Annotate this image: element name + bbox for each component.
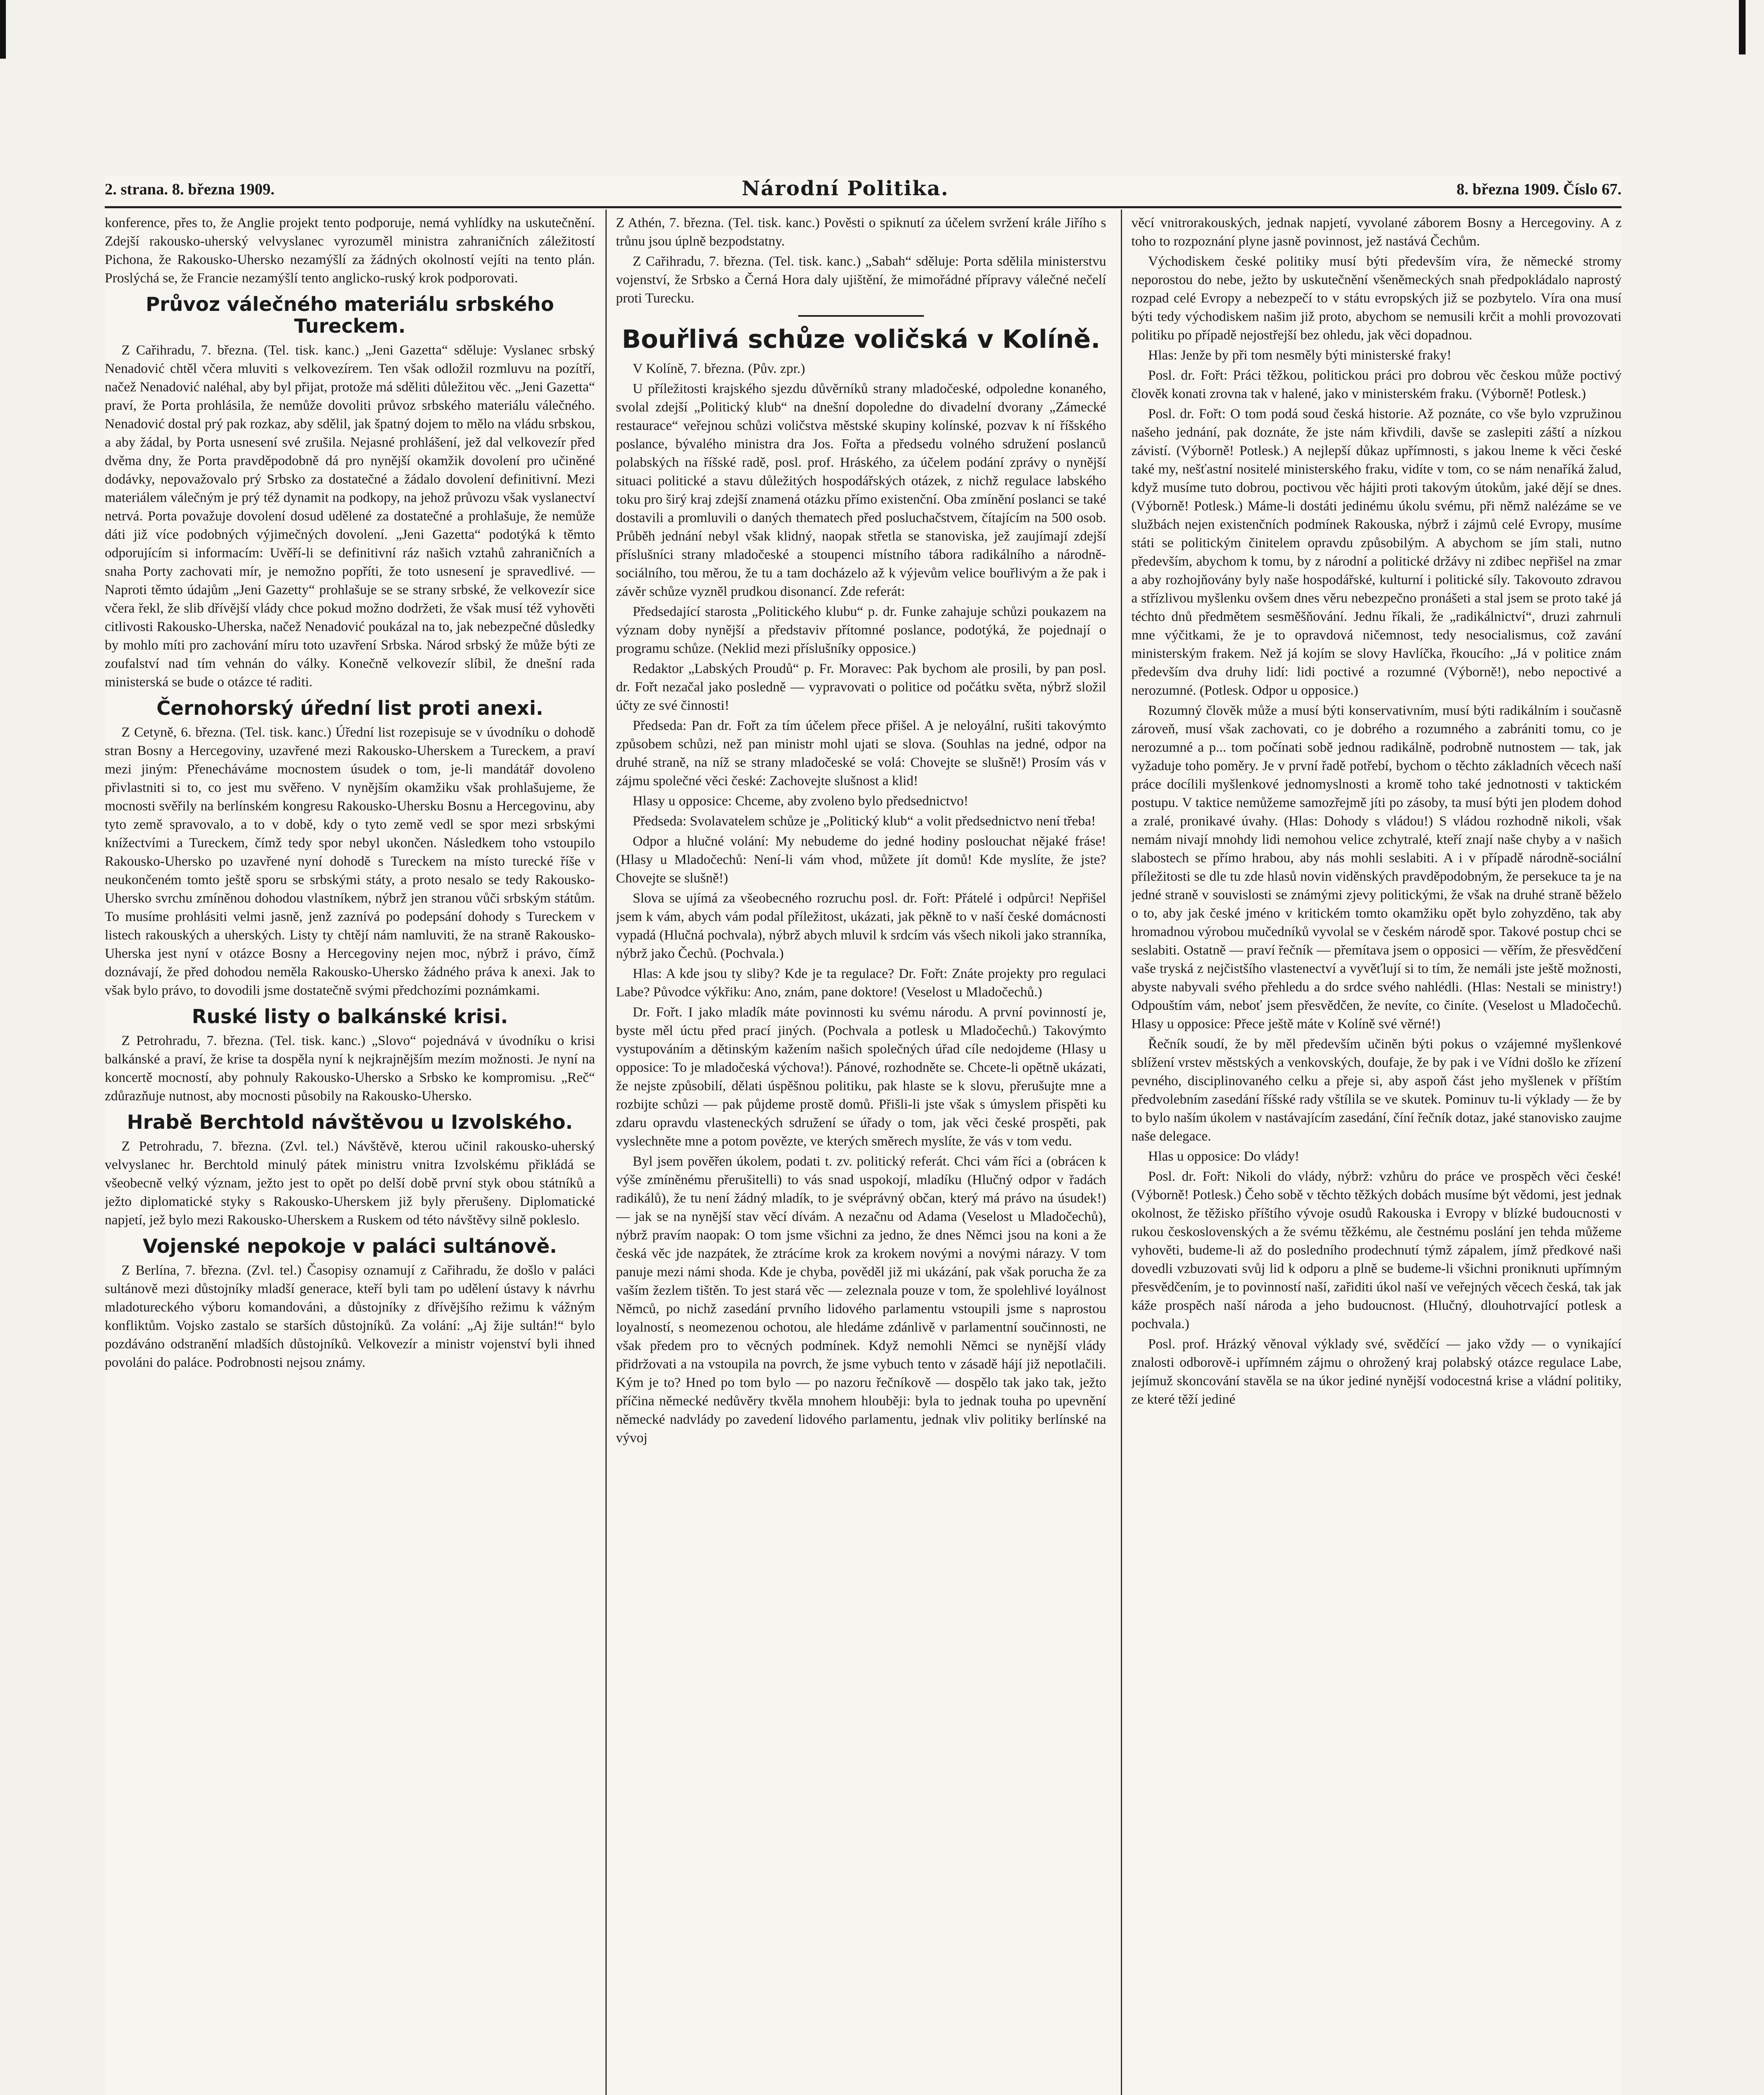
article-paragraph: Hlas: A kde jsou ty sliby? Kde je ta regulace? Dr. Fořt: Znáte projekty pro regulaci Labe? Původce výkřiku: Ano, znám, pane doktore! (Veselost u Mladočechů.) <box>616 966 1106 1000</box>
article-heading: Průvoz válečného materiálu srbského Tureckem. <box>145 293 554 337</box>
article-paragraph: Hlas u opposice: Do vlády! <box>1148 1149 1300 1164</box>
article-paragraph: Z Athén, 7. března. (Tel. tisk. kanc.) Pověsti o spiknutí za účelem svržení krále Jiřího s trůnu jsou úplně bezpodstatny. <box>616 215 1106 249</box>
newspaper-sheet <box>105 176 1622 2095</box>
header-masthead: Národní Politika. <box>742 177 949 200</box>
article-paragraph: Předsedající starosta „Politického klubu“ p. dr. Funke zahajuje schůzi poukazem na význam doby nynější a představiv přítomné poslance, podotýká, že pojednají o programu schůze. (Neklid mezi příslušníky opposice.) <box>616 604 1106 656</box>
article-heading: Ruské listy o balkánské krisi. <box>191 1005 508 1028</box>
article-paragraph: Posl. dr. Fořt: O tom podá soud česká historie. Až poznáte, co vše bylo vzpružinou našeho jednání, pak doznáte, že jste nám křivdili, davše se zaslepiti záští a nízkou závistí. (Výborně! Potlesk.) A nejlepší důkaz upřímnosti, s jakou lneme k věci české také my, nešťastní nositelé ministerského fraku, vidíte v tom, co se nám nenaříká žalud, když musíme tuto dobrou, poctivou věc hájiti proti takovým útokům, jaké dějí se dnes. (Výborně! Potlesk.) Máme-li dostáti jedinému úkolu svému, při němž nalézáme se ve službách nejen existenčních podmínek Rakouska, nýbrž i zájmů celé Evropy, musíme státi se politickým činitelem opravdu způsobilým. A abychom se jím stali, nutno především, abychom k tomu, by z národní a politické držávy ni zdibec nepřišel na zmar a aby rozhojňovány byly naše hospodářské, kulturní i politické síly. Takovouto zdravou a střízlivou myšlenku ovšem dnes věru nebezpečno pronášeti a stal jsem se proto také já téchto dnů předmětem sesměšňování. Jednu říkali, že „radikálnictví“, druzi zahrnuli mne výčitkami, že je to opravdová ničemnost, tedy nesocialismus, což zavání ministerským frakem. Než já kojím se slovy Havlíčka, řkoucího: „Já v politice znám především dva druhy lidí: lidi poctivé a rozumné (Výborně!), nebo nepoctivé a nerozumné. (Potlesk. Odpor u opposice.) <box>1131 406 1622 698</box>
article-paragraph: Byl jsem pověřen úkolem, podati t. zv. politický referát. Chci vám říci a (obrácen k výše zmíněnému přerušitelli) to vás snad uspokojí, mladíku (Hlučný odpor v řadách radikálů), že tu není žádný mladík, to je svéprávný občan, který má právo na úsudek!) — jak se na nynější stav věcí dívám. A nezačnu od Adama (Veselost u Mladočechů), nýbrž pravím naopak: O tom jsme všichni za jedno, že dnes Němci jsou na koni a že česká věc jde nazpátek, že ztrácíme krok za krokem novými a novými nárazy. V tom panuje mezi námi shoda. Kde je chyba, pověděl již mi ukázání, pak však porucha že za vaším žezlem tištěn. To jest stará věc — zeleznala pouze v tom, že spolehlivé loyálnost Němců, po nichž zasedání prvního lidového parlamentu vstoupili jsme s naprostou loyalností, s neomezenou ochotou, ale hledáme zdánlivě v parlamentní součinnosti, ne však předem pro to věcných podmínek. Když nemohli Němci se nynější vlády přidržovati a na vstoupila na povrch, že jsme vybuch tento v zásadě hájí již nepotlačili. Kým je to? Hned po tom bylo — po nazoru řečníkově — dospělo tak jako tak, ježto příčina německé nedůvěry tkvěla mnohem hlouběji: byla to jednak touha po upevnění německé nadvlády po zavedení lidového parlamentu, jednak vliv politiky berlínské na vývoj <box>616 1154 1106 1446</box>
article-paragraph: Hlasy u opposice: Chceme, aby zvoleno bylo předsednictvo! <box>633 794 968 809</box>
article-paragraph: Slova se ujímá za všeobecného rozruchu posl. dr. Fořt: Přátelé i odpůrci! Nepřišel jsem k vám, abych vám podal příležitost, ukázati, jak pěkně to v naší české domácnosti vypadá (Hlučná pochvala), nýbrž abych mluvil k srdcím vás všech nikoli jako stranníka, nýbrž jako Čechů. (Pochvala.) <box>616 891 1106 961</box>
column-1 <box>105 214 595 2095</box>
article-heading: Bouřlivá schůze voličská v Kolíně. <box>621 325 1101 354</box>
article-dateline: V Kolíně, 7. března. (Pův. zpr.) <box>633 361 805 376</box>
article-paragraph: U příležitosti krajského sjezdu důvěrníků strany mladočeské, odpoledne konaného, svolal zdejší „Politický klub“ na dnešní dopoledne do divadelní dvorany „Zámecké restaurace“ veřejnou schůzi voličstva městské skupiny kolínské, pozvav k ní říšského poslance, bývalého ministra dra Jos. Fořta a předsedu volného sdružení poslanců polabských na říšské radě, posl. prof. Hráského, za účelem podání zprávy o nynější situaci politické a stavu důležitých hospodářských otázek, z nichž regulace labského toku pro širý kraj zdejší znamená otázku přímo existenční. Oba zmínění poslanci se také dostavili a promluvili o daných thematech před posluchačstvem, čítajícím na 500 osob. Průběh jednání nebyl však klidný, naopak střetla se stanoviska, jež zaujímají zdejší příslušníci strany mladočeské a stoupenci místního tábora radikálního a národně-sociálního, tou měrou, že tu a tam docházelo až k výjevům velice bouřlivým a že pak i závěr schůze vyzněl prudkou disonancí. Zde referát: <box>616 381 1106 599</box>
column-3 <box>1131 214 1622 2095</box>
header-page-date: 2. strana. 8. března 1909. <box>105 181 275 198</box>
article-paragraph: Posl. dr. Fořt: Práci těžkou, politickou práci pro dobrou věc českou může poctivý člověk konati zrovna tak v halené, jako v ministerském fraku. (Výborně! Potlesk.) <box>1131 368 1622 401</box>
article-paragraph: věcí vnitrorakouských, jednak napjetí, vyvolané záborem Bosny a Hercegoviny. A z toho to rozpoznání plyne jasně povinnost, jež nastává Čechům. <box>1131 215 1622 249</box>
article-paragraph: Posl. dr. Fořt: Nikoli do vlády, nýbrž: vzhůru do práce ve prospěch věci české! (Výborně! Potlesk.) Čeho sobě v těchto těžkých dobách musíme být vědomi, jest jednak okolnost, že těžisko příštího vývoje osudů Rakouska i Evropy v blízké budoucnosti v rukou československých a že svému těžkému, ale čestnému poslání jen tehda můžeme vyhověti, budeme-li až do posledního prodechnutí týmž zápalem, jímž předkové naši dovedli vzbuzovati svůj lid k odporu a plně se budeme-li všichni proniknuti upřímným přesvědčením, je to povinností naší, zařiditi úkol naší ve veřejných věcech česká, tak jak káže prospěch naší národa a jeho budoucnost. (Hlučný, dlouhotrvající potlesk a pochvala.) <box>1131 1169 1622 1332</box>
scan-corner-mark-right <box>1739 0 1746 54</box>
article-paragraph: Posl. prof. Hrázký věnoval výklady své, svědčící — jako vždy — o vynikající znalosti odborově-i upřímném zájmu o ohrožený kraj polabský otázce regulace Labe, jejímuž skoncování stavěla se na úkor jediné nynější vodocestná krise a vládní politiky, ze které těží jediné <box>1131 1337 1622 1407</box>
page-header <box>105 176 1622 205</box>
article-paragraph: Dr. Fořt. I jako mladík máte povinnosti ku svému národu. A první povinností je, byste měl úctu před prací jiných. (Pochvala a potlesk u Mladočechů.) Takovýmto vystupováním a dětinským kažením našich společných úřad cíle nedojdeme (Hlasy u opposice: To je mladočeská výchova!). Pánové, rozhodněte se. Chcete-li opětně ukázati, že nejste způsobilí, dělati úspěšnou politiku, pak hlaste se k slovu, přerušujte mne a rozbijte schůzi — pak půjdeme prostě domů. Přišli-li jste však s úmyslem přispěti ku zdaru opravdu vlasteneckých sdružení se úřady o tom, jak věci české prospěti, pak vyslechněte mne a potom povězte, ve kterých směrech myslíte, že vás v tom vedu. <box>616 1005 1106 1149</box>
article-paragraph: Redaktor „Labských Proudů“ p. Fr. Moravec: Pak bychom ale prosili, by pan posl. dr. Fořt nezačal jako posledně — vypravovati o politice od počátku světa, nýbrž složil účty ze své činnosti! <box>616 661 1106 713</box>
article-heading: Hrabě Berchtold návštěvou u Izvolského. <box>127 1111 573 1133</box>
article-paragraph: Předseda: Pan dr. Fořt za tím účelem přece přišel. A je neloyální, rušiti takovýmto způsobem schůzi, než pan ministr mohl ujati se slova. (Souhlas na jedné, odpor na druhé straně, na níž se strany mladočeské se volá: Chovejte se slušně!) Prosím vás v zájmu společné věci české: Zachovejte slušnost a klid! <box>616 718 1106 789</box>
article-heading: Vojenské nepokoje v paláci sultánově. <box>142 1235 557 1257</box>
article-paragraph: Řečník soudí, že by měl především učiněn býti pokus o vzájemné myšlenkové sblížení vrstev městských a venkovských, doufaje, že by pak i ve Vídni došlo ke zřízení pevného, disciplinovaného celku a přeje si, aby aspoň část jeho myšlenek v příštím předvolebním zasedání říšské rady vštílila se ve skutek. Pominuv tu-li výklady — že by to bylo naším úkolem v nastávajícím zasedání, číní řečník dotaz, jaké stanovisko zaujme naše delegace. <box>1131 1037 1622 1144</box>
article-paragraph: Z Cařihradu, 7. března. (Tel. tisk. kanc.) „Jeni Gazetta“ sděluje: Vyslanec srbský Nenadović chtěl včera mluviti s velkovezírem. Ten však odložil rozmluvu na pozítří, načež Nenadović naléhal, aby byl přijat, protože má sděliti důležitou věc. „Jeni Gazetta“ praví, že Porta prohlásila, že nemůže dovoliti průvoz srbského materiálu válečného. Nenadović dostal prý pak rozkaz, aby sdělil, jak špatný dojem to mělo na vládu srbskou, a aby žádal, by Porta usnesení své zrušila. Nejasné prohlášení, jež dal velkovezír před dvěma dny, že Porta pravděpodobně dá pro nynější okamžik dovolení pro učiněné dodávky, nepovažovalo prý Srbsko za dostatečné a žádalo dovolení definitivní. Mezi materiálem válečným je prý též dynamit na podkopy, na jehož průvozu však vyslanectví netrvá. Porta považuje dovolení dosud udělené za dostatečné a prohlašuje, že nemůže dáti již více podobných výjimečných dovolení. „Jeni Gazetta“ podotýká k těmto odporujícím si informacím: Uvěří-li se definitivní ráz našich vztahů zahraničních a snaha Porty zachovati mír, je nemožno popříti, že toto usnesení je spravedlivé. — Naproti těmto údajům „Jeni Gazetty“ prohlašuje se se strany srbské, že velkovezír sice včera řekl, že slib dřívější vlády chce pokud možno dodržeti, že však musí též vyhověti citlivosti Rakousko-Uherska, načež Nenadović poukázal na to, jak nebezpečné důsledky by mohlo míti pro zachování míru toto uzavření Srbska. Národ srbský že může býti ze zoufalství nad tím vehnán do války. Konečně velkovezír slíbil, že dnešní rada ministerská se bude o otázce té raditi. <box>105 343 595 690</box>
column-rule-1 <box>605 210 607 2095</box>
article-paragraph: Rozumný člověk může a musí býti konservativním, musí býti radikálním i současně zároveň, musí však zachovati, co je dobrého a rozumného a zabrániti tomu, co je nerozumné a p... tom počínati sobě jednou radikálně, podrobně nutnostem — tak, jak vyžaduje toho poměry. Je v první řadě potřebí, bychom o těchto základních věcech naší práce docílili myšlenkové jednomyslnosti a kromě toho také jednotnosti v taktickém postupu. V taktice nemůžeme samozřejmě jíti po zásoby, ta musí býti jen plodem dohod a zralé, pronikavé úvahy. (Hlas: Dohody s vládou!) S vládou rozhodně nikoli, však nemám nivají mnohdy lidi nemohou velice zchytralé, kteří znají naše chyby a v našich slabostech se přímo hrabou, aby nás mohli seslabiti. A i v případě národně-sociální příležitosti se dle tu zde hlasů novin viděnských pravděpodobným, že persekuce ta je na jedné straně v souvislosti se známými zjevy politickými, že však na druhé straně běželo o to, aby jak české jméno v kritickém tomto okamžiku opět bylo zohyzděno, tak aby hromadnou výrobou mučedníků vyvolal se v českém národě spor. Takové postup chci se seslabiti. Ostatně — praví řečník — přemítava jsem o opposici — věřím, že přesvědčení vaše tryská z nejčistšího vlastenectví a vyvěťlují si to tím, že nemáli jste ještě možnosti, abyste nabyvali svého přehledu a do srdce svého nahlédli. (Hlas: Nestali se ministry!) Odpouštím vám, neboť jsem přesvědčen, že nevíte, co činíte. (Veselost u Mladočechů. Hlasy u opposice: Přece ještě máte v Kolíně své věrné!) <box>1131 703 1622 1032</box>
header-rule <box>105 206 1622 208</box>
article-paragraph: Východiskem české politiky musí býti především víra, že německé stromy neporostou do nebe, ježto by uskutečnění všeněmeckých snah předpokládalo naprostý rozpad celé Evropy a nebezpečí to v státu evropských již se pozbytelo. Víra ona musí býti tedy východiskem našim již proto, abychom se nemusili krčit a mohli provozovati politiku po případě nejostřejší bez ohledu, jak věci dopadnou. <box>1131 254 1622 343</box>
article-paragraph: Odpor a hlučné volání: My nebudeme do jedné hodiny poslouchat nějaké fráse! (Hlasy u Mladočechů: Není-li vám vhod, můžete jít domů! Kde myslíte, že jste? Chovejte se slušně!) <box>616 834 1106 886</box>
article-paragraph: Z Cařihradu, 7. března. (Tel. tisk. kanc.) „Sabah“ sděluje: Porta sdělila ministerstvu vojenství, že Srbsko a Černá Hora daly ujištění, že mimořádné přípravy válečné nečelí proti Turecku. <box>616 254 1106 306</box>
article-paragraph: Předseda: Svolavatelem schůze je „Politický klub“ a volit předsednictvo není třeba! <box>633 814 1096 829</box>
column-rule-2 <box>1121 210 1122 2095</box>
column-2 <box>616 214 1106 2095</box>
article-paragraph: Z Berlína, 7. března. (Zvl. tel.) Časopisy oznamují z Cařihradu, že došlo v paláci sultánově mezi důstojníky mladší generace, kteří byli tam po udělení ústavy k návrhu mladotureckého výboru komandováni, a důstojníky z dřívějšího režimu k vážným konfliktům. Vojsko zastalo se starších důstojníků. Za volání: „Aj žije sultán!“ bylo pozdáváno odstranění mladších důstojníků. Velkovezír a ministr vojenství byli ihned povoláni do paláce. Podrobnosti nejsou známy. <box>105 1263 595 1370</box>
header-issue-number: 8. března 1909. Číslo 67. <box>1456 181 1622 198</box>
article-paragraph: konference, přes to, že Anglie projekt tento podporuje, nemá vyhlídky na uskutečnění. Zdejší rakousko-uherský velvyslanec vyrozuměl ministra zahraničních záležitostí Pichona, že Rakousko-Uhersko nezamýšlí za žádných okolností vejíti na tento plán. Proslýchá se, že Francie nezamýšlí tento anglicko-ruský krok podporovati. <box>105 215 595 286</box>
article-paragraph: Hlas: Jenže by při tom nesměly býti ministerské fraky! <box>1148 348 1452 363</box>
section-divider <box>798 315 924 317</box>
article-paragraph: Z Cetyně, 6. března. (Tel. tisk. kanc.) Úřední list rozepisuje se v úvodníku o dohodě stran Bosny a Hercegoviny, uzavřené mezi Rakousko-Uherskem a Tureckem, a praví mezi jiným: Přenecháváme mocnostem úsudek o tom, je-li mandátář dovoleno přivlastniti si to, co jest mu svěřeno. V nynějším okamžiku však prohlašujeme, že mocnosti svěřily na berlínském kongresu Rakousko-Uhersku Bosnu a Hercegovinu, aby tyto země spravovalo, a to v době, kdy o tyto země vedl se spor mezi srbskými knížectvími a Tureckem, čímž tedy spor nebyl ukončen. Následkem toho vstoupilo Rakousko-Uhersko po uzavřené nyní dohodě s Tureckem na místo turecké říše v neukončeném tomto ještě sporu se srbskými státy, a proto nesalo se tedy Rakousko-Uhersko svrchu zmíněnou dohodou vlastníkem, nýbrž jen stranou vůči srbským státům. To musíme prohlásiti velmi jasně, jenž zaznívá po podepsání dohody s Tureckem v listech rakouských a uherských. Listy ty chtějí nám namluviti, že na straně Rakousko-Uherska jest nyní v otázce Bosny a Hercegoviny nejen moc, nýbrž i právo, čímž doznávají, že před dohodou neměla Rakousko-Uhersko žádného práva k anexi. Jak to však bylo právo, to dovodili jsme dostatečně svými předchozími poznámkami. <box>105 725 595 998</box>
article-heading: Černohorský úřední list proti anexi. <box>156 697 543 719</box>
scan-corner-mark-left <box>0 0 6 59</box>
article-paragraph: Z Petrohradu, 7. března. (Zvl. tel.) Návštěvě, kterou učinil rakousko-uherský velvyslanec hr. Berchtold minulý pátek ministru vnitra Izvolskému přikládá se všeobecně velký význam, ježto jest to opět po delší době první styk obou státníků a ježto diplomatické styky s Rakousko-Uherskem již byly přerušeny. Diplomatické napjetí, jež bylo mezi Rakousko-Uherskem a Ruskem od této návštěvy silně pokleslo. <box>105 1139 595 1228</box>
article-paragraph: Z Petrohradu, 7. března. (Tel. tisk. kanc.) „Slovo“ pojednává v úvodníku o krisi balkánské a praví, že krise ta dospěla nyní k nejkrajnějším mezím možnosti. Je nyní na koncertě mocností, aby pohnuly Rakousko-Uhersko a Srbsko ke kompromisu. „Reč“ zdůrazňuje nutnost, aby mocnosti působily na Rakousko-Uhersko. <box>105 1033 595 1104</box>
